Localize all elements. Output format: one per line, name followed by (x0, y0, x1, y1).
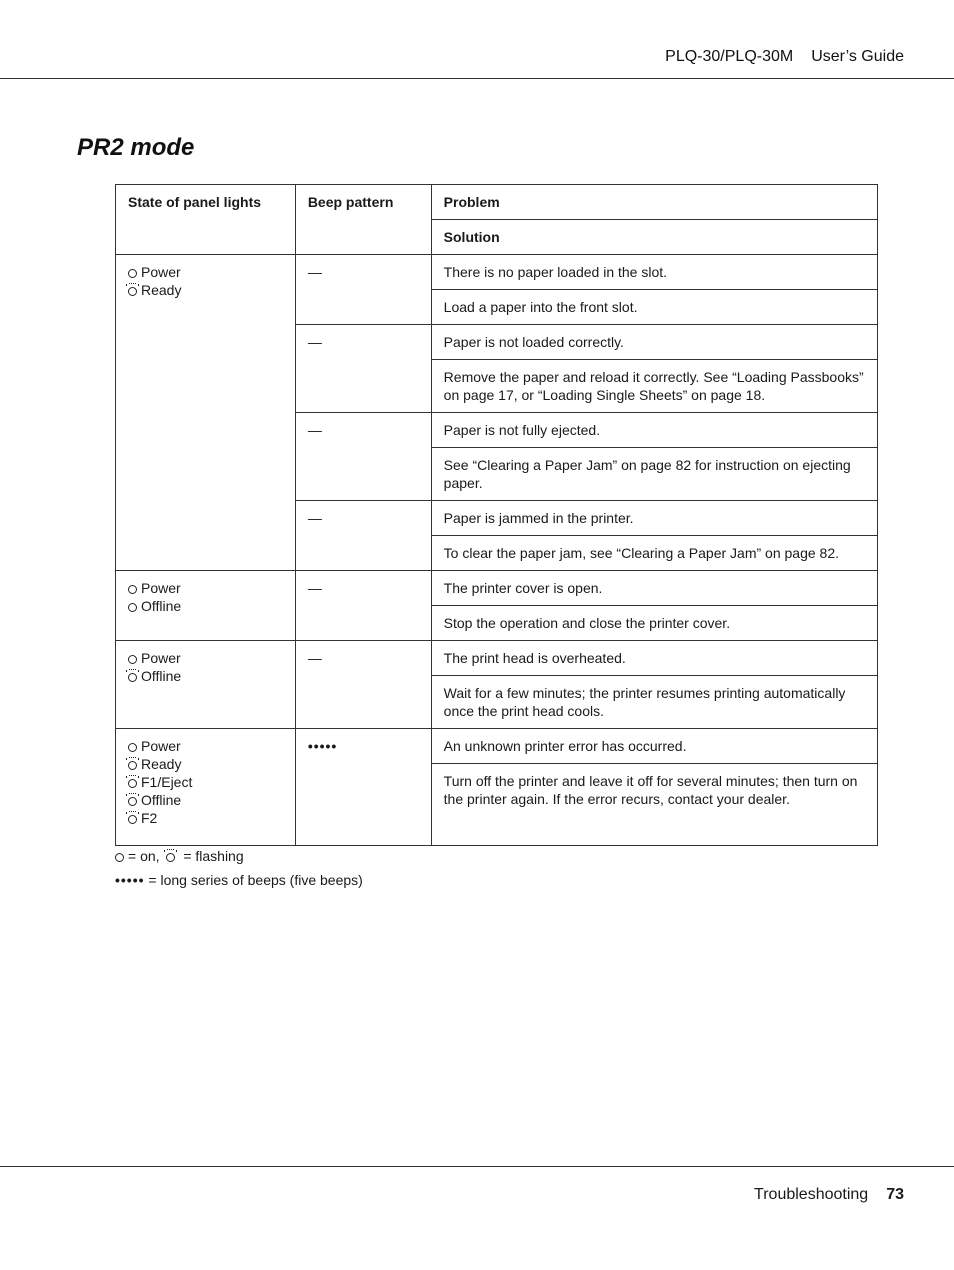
panel-lights-cell (116, 641, 296, 729)
table-row (116, 641, 878, 676)
panel-light-label: Offline (141, 668, 182, 684)
panel-light (128, 773, 285, 791)
footer-section: Troubleshooting (754, 1186, 869, 1203)
problem-cell: An unknown printer error has occurred. (431, 729, 877, 764)
beep-pattern: — (307, 264, 322, 280)
panel-lights-cell (116, 729, 296, 846)
panel-light (128, 597, 285, 615)
page-number: 73 (886, 1186, 904, 1203)
panel-light (128, 579, 285, 597)
light-on-icon (128, 585, 137, 594)
col-solution-header: Solution (431, 220, 877, 255)
page-title: PR2 mode (77, 134, 195, 161)
panel-light-label: Power (141, 264, 181, 280)
header-model: PLQ-30/PLQ-30M (665, 48, 794, 65)
panel-light-label: Ready (141, 282, 182, 298)
panel-light-label: F1/Eject (141, 774, 193, 790)
panel-light-label: Power (141, 580, 181, 596)
table-row (116, 571, 878, 606)
legend-flashing-text: = flashing (183, 848, 244, 864)
beep-pattern-icon: ••••• (115, 872, 145, 888)
problem-cell: Paper is jammed in the printer. (431, 501, 877, 536)
light-on-icon (128, 269, 137, 278)
problem-cell: There is no paper loaded in the slot. (431, 255, 877, 290)
light-on-icon (128, 603, 137, 612)
light-flashing-icon (128, 797, 137, 806)
panel-light-label: Power (141, 738, 181, 754)
table-row (116, 729, 878, 764)
legend-beeps (115, 872, 363, 888)
panel-light (128, 281, 285, 299)
beep-pattern: — (307, 580, 322, 596)
panel-light (128, 667, 285, 685)
panel-light (128, 809, 285, 827)
solution-cell: Turn off the printer and leave it off for several minutes; then turn on the printer again. If the error recurs, contact your dealer. (431, 764, 877, 846)
panel-light-label: Offline (141, 792, 182, 808)
light-flashing-icon (128, 815, 137, 824)
panel-light-label: F2 (141, 810, 158, 826)
light-on-icon (115, 853, 124, 862)
table-header-row (116, 185, 878, 220)
panel-light (128, 263, 285, 281)
problem-cell: Paper is not fully ejected. (431, 413, 877, 448)
light-flashing-icon (128, 673, 137, 682)
page-header (0, 0, 954, 79)
beep-pattern-cell (295, 325, 431, 413)
panel-light (128, 737, 285, 755)
panel-light-label: Offline (141, 598, 182, 614)
beep-pattern: — (307, 650, 322, 666)
beep-pattern: — (307, 422, 322, 438)
solution-cell: Stop the operation and close the printer cover. (431, 606, 877, 641)
col-problem-header: Problem (431, 185, 877, 220)
solution-cell: See “Clearing a Paper Jam” on page 82 for instruction on ejecting paper. (431, 448, 877, 501)
light-on-icon (128, 655, 137, 664)
problem-cell: Paper is not loaded correctly. (431, 325, 877, 360)
solution-cell: To clear the paper jam, see “Clearing a Paper Jam” on page 82. (431, 536, 877, 571)
panel-light-label: Power (141, 650, 181, 666)
panel-lights-cell (116, 255, 296, 571)
table-row (116, 255, 878, 290)
header-guide: User’s Guide (811, 48, 904, 65)
light-flashing-icon (128, 761, 137, 770)
beep-pattern-cell (295, 501, 431, 571)
col-state-header: State of panel lights (116, 185, 296, 255)
error-table (115, 184, 878, 846)
page-footer (754, 1186, 904, 1204)
solution-cell: Load a paper into the front slot. (431, 290, 877, 325)
panel-light (128, 649, 285, 667)
footer-rule (0, 1166, 954, 1167)
beep-pattern-cell (295, 641, 431, 729)
light-on-icon (128, 743, 137, 752)
solution-cell: Remove the paper and reload it correctly. See “Loading Passbooks” on page 17, or “Loading Single Sheets” on page 18. (431, 360, 877, 413)
panel-light (128, 791, 285, 809)
legend-beeps-text: = long series of beeps (five beeps) (148, 872, 363, 888)
problem-cell: The printer cover is open. (431, 571, 877, 606)
panel-light (128, 755, 285, 773)
panel-lights-cell (116, 571, 296, 641)
header-text (665, 48, 904, 66)
light-flashing-icon (128, 779, 137, 788)
col-beep-header: Beep pattern (295, 185, 431, 255)
legend-on-text: = on, (128, 848, 160, 864)
beep-pattern: ••••• (307, 738, 338, 754)
light-flashing-icon (128, 287, 137, 296)
beep-pattern-cell (295, 255, 431, 325)
beep-pattern-cell (295, 571, 431, 641)
solution-cell: Wait for a few minutes; the printer resumes printing automatically once the print head cools. (431, 676, 877, 729)
light-flashing-icon (166, 853, 175, 862)
beep-pattern: — (307, 334, 322, 350)
beep-pattern-cell (295, 413, 431, 501)
legend-lights (115, 848, 244, 864)
beep-pattern-cell (295, 729, 431, 846)
beep-pattern: — (307, 510, 322, 526)
problem-cell: The print head is overheated. (431, 641, 877, 676)
panel-light-label: Ready (141, 756, 182, 772)
